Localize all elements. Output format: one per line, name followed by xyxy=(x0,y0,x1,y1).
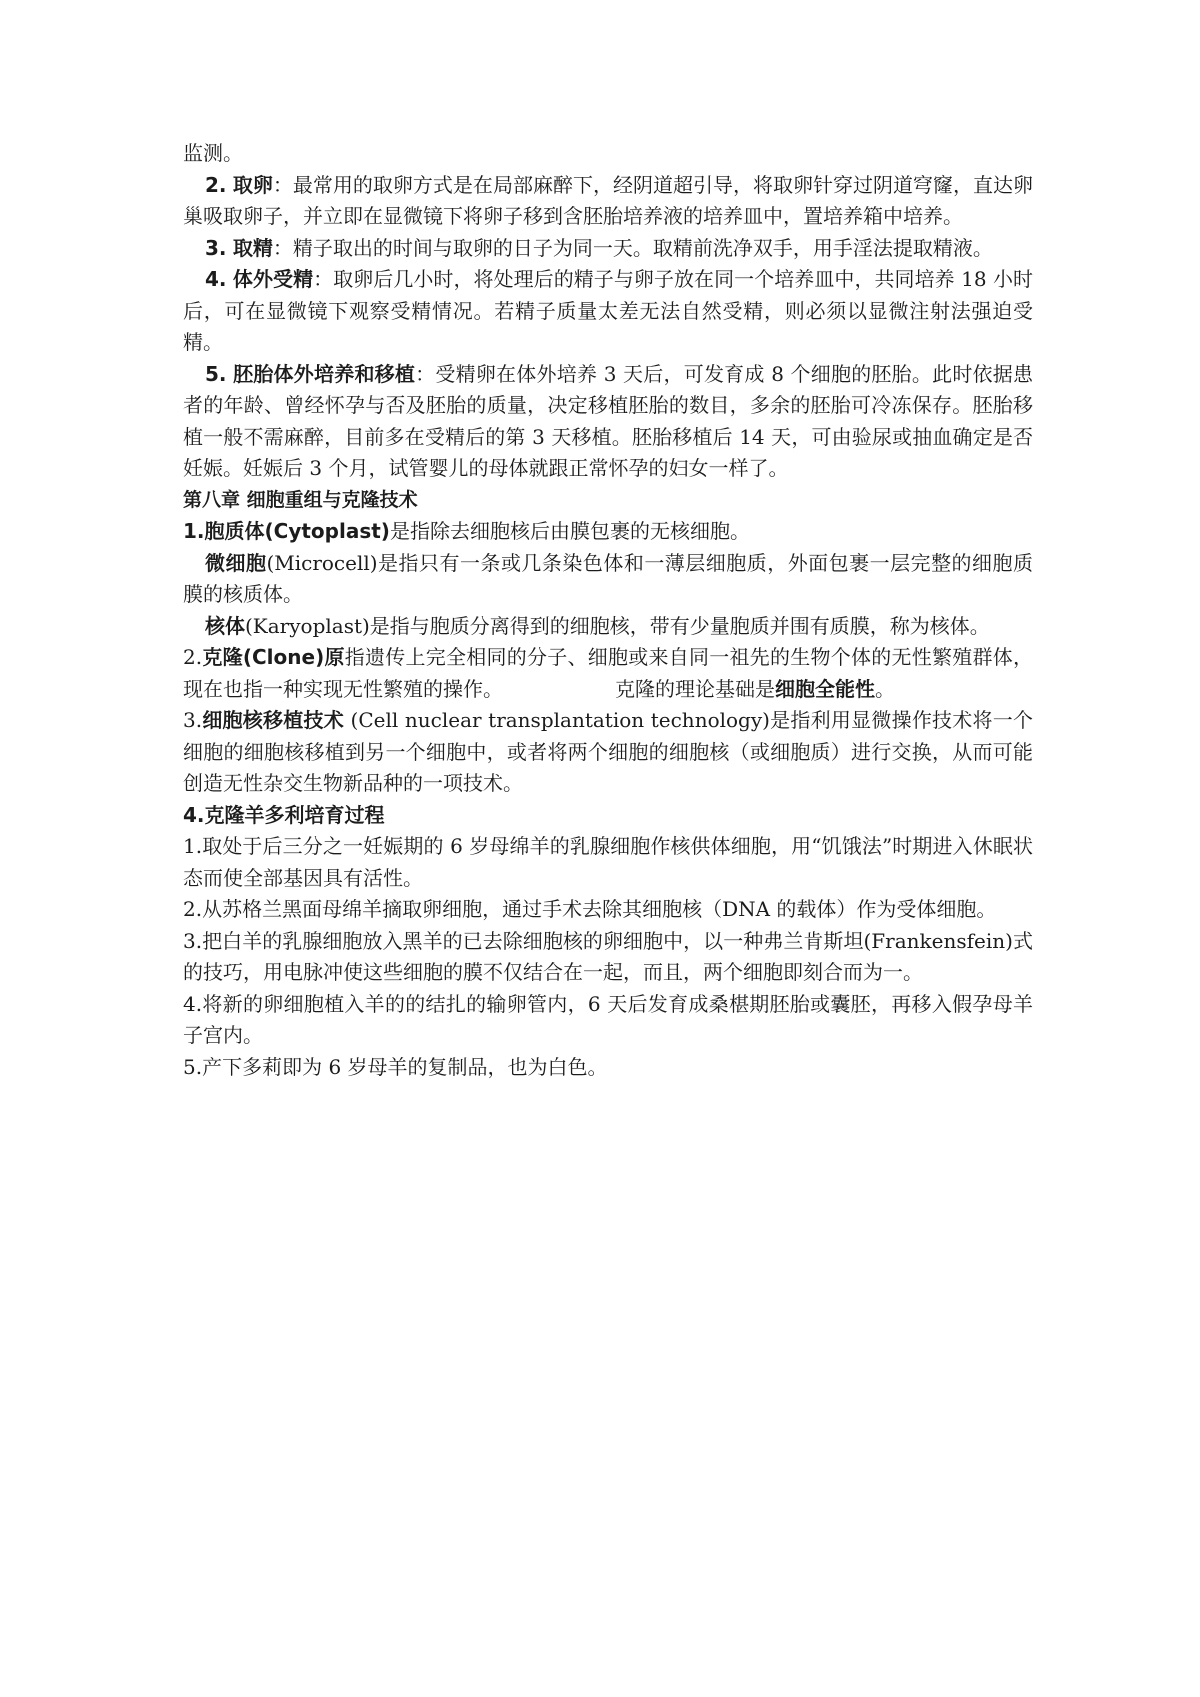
paragraph-embryo-transfer xyxy=(183,359,1033,485)
definition: (Cell nuclear transplantation technology)是指利用显微操作技术将一个细胞的细胞核移植到另一个细胞中，或者将两个细胞的细胞核（或细胞质）进行交换，从而可能创造无性杂交生物新品种的一项技术。 xyxy=(183,708,1033,795)
item-number: 2. xyxy=(183,645,203,669)
dolly-step-1: 1.取处于后三分之一妊娠期的 6 岁母绵羊的乳腺细胞作核供体细胞，用“饥饿法”时期进入休眠状态而使全部基因具有活性。 xyxy=(183,834,1033,890)
sentence-end: 。 xyxy=(875,676,895,701)
step-title: 取卵 xyxy=(232,172,273,197)
term: 细胞核移植技术 xyxy=(202,708,344,732)
definition-continued: 克隆的理论基础是 xyxy=(615,676,775,701)
step-text: ：精子取出的时间与取卵的日子为同一天。取精前洗净双手，用手淫法提取精液。 xyxy=(272,235,993,260)
paragraph-clone xyxy=(183,642,1033,705)
paragraph-cytoplast xyxy=(183,516,1033,548)
chapter-title: 第八章 细胞重组与克隆技术 xyxy=(183,488,418,511)
paragraph-karyoplast xyxy=(183,611,1033,643)
step-title: 体外受精 xyxy=(232,267,314,291)
step-text: ：最常用的取卵方式是在局部麻醉下，经阴道超引导，将取卵针穿过阴道穹窿，直达卵巢吸取卵子，并立即在显微镜下将卵子移到含胚胎培养液的培养皿中，置培养箱中培养。 xyxy=(183,172,1034,228)
paragraph-sperm-retrieval xyxy=(183,233,1033,265)
dolly-step-2: 2.从苏格兰黑面母绵羊摘取卵细胞，通过手术去除其细胞核（DNA 的载体）作为受体细胞。 xyxy=(183,897,997,921)
step-title: 取精 xyxy=(232,235,273,260)
paragraph-nuclear-transplant xyxy=(183,705,1033,800)
definition: (Microcell)是指只有一条或几条染色体和一薄层细胞质，外面包裹一层完整的细胞质膜的核质体。 xyxy=(183,550,1033,606)
paragraph-egg-retrieval xyxy=(183,170,1033,233)
step-text: ：受精卵在体外培养 3 天后，可发育成 8 个细胞的胚胎。此时依据患者的年龄、曾经怀孕与否及胚胎的质量，决定移植胚胎的数目，多余的胚胎可冷冻保存。胚胎移植一般不需麻醉，目前多在受精后的第 3 天移植。胚胎移植后 14 天，可由验尿或抽血确定是否妊娠。妊娠后 3 个月，试管婴儿的母体就跟正常怀孕的妇女一样了。 xyxy=(183,361,1034,480)
paragraph-microcell xyxy=(183,548,1033,611)
step-number: 5. xyxy=(205,361,227,386)
dolly-step-4: 4.将新的卵细胞植入羊的的结扎的输卵管内，6 天后发育成桑椹期胚胎或囊胚，再移入假孕母羊子宫内。 xyxy=(183,991,1033,1047)
item-number: 3. xyxy=(183,708,203,732)
term: 克隆(Clone)原 xyxy=(202,645,345,669)
paragraph-ivf xyxy=(183,264,1033,359)
step-number: 4. xyxy=(205,267,227,291)
step-number: 3. xyxy=(205,235,227,260)
paragraph-monitoring: 监测。 xyxy=(183,141,243,165)
definition: (Karyoplast)是指与胞质分离得到的细胞核，带有少量胞质并围有质膜，称为核体。 xyxy=(245,613,990,638)
term: 微细胞 xyxy=(205,550,267,575)
section-title-dolly: 4.克隆羊多利培育过程 xyxy=(183,802,385,827)
key-term: 细胞全能性 xyxy=(775,676,875,701)
dolly-step-3: 3.把白羊的乳腺细胞放入黑羊的已去除细胞核的卵细胞中，以一种弗兰肯斯坦(Frankensfein)式的技巧，用电脉冲使这些细胞的膜不仅结合在一起，而且，两个细胞即刻合而为一。 xyxy=(183,928,1033,984)
term: 1.胞质体(Cytoplast) xyxy=(183,519,390,543)
definition: 是指除去细胞核后由膜包裹的无核细胞。 xyxy=(389,519,750,543)
definition: 指遗传上完全相同的分子、细胞或来自同一祖先的生物个体的无性繁殖群体，现在也指一种实现无性繁殖的操作。 xyxy=(183,645,1034,701)
document-page xyxy=(183,138,1033,1083)
term: 核体 xyxy=(205,613,245,638)
step-number: 2. xyxy=(205,172,227,197)
dolly-step-5: 5.产下多莉即为 6 岁母羊的复制品，也为白色。 xyxy=(183,1054,608,1079)
step-text: ：取卵后几小时，将处理后的精子与卵子放在同一个培养皿中，共同培养 18 小时后，可在显微镜下观察受精情况。若精子质量太差无法自然受精，则必须以显微注射法强迫受精。 xyxy=(183,267,1033,354)
step-title: 胚胎体外培养和移植 xyxy=(233,361,416,386)
